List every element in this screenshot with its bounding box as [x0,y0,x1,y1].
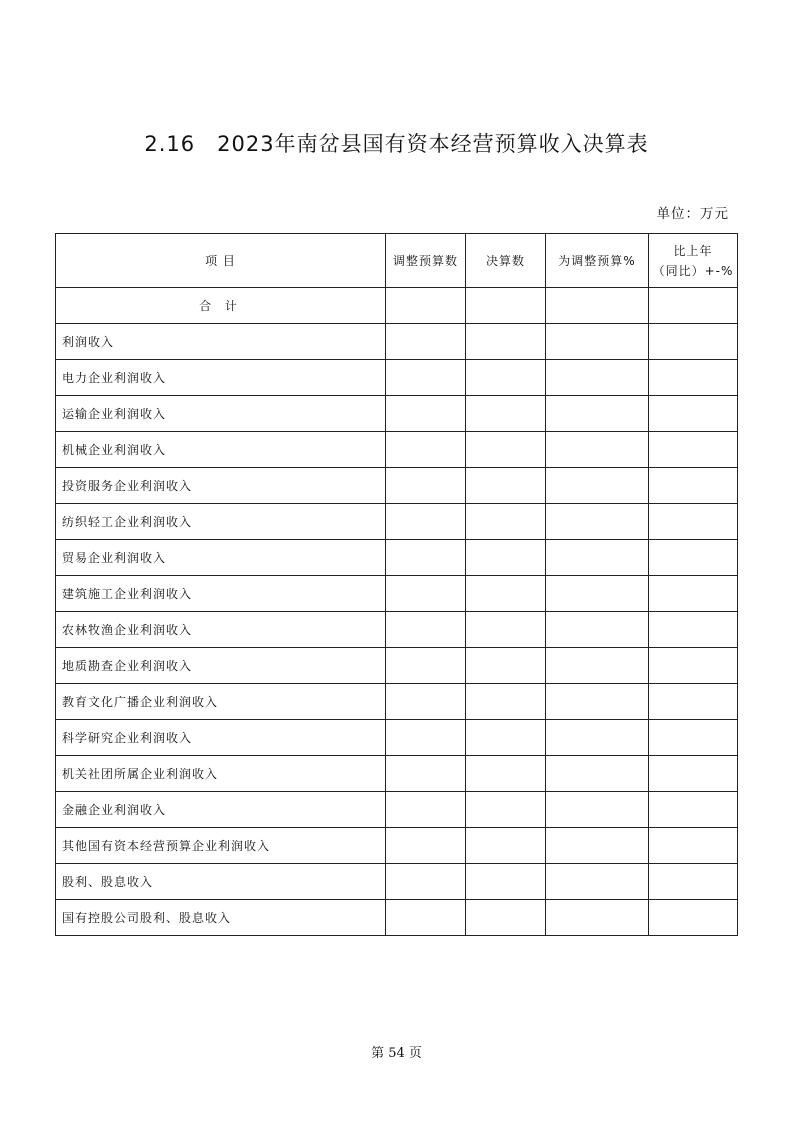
cell-yoy [649,324,738,360]
row-label: 教育文化广播企业利润收入 [56,684,386,720]
header-yoy [649,234,738,288]
cell-pct-of-adjusted [546,792,649,828]
cell-final-accounts [466,720,546,756]
cell-final-accounts [466,396,546,432]
table-row [56,756,738,792]
cell-yoy [649,504,738,540]
cell-final-accounts [466,468,546,504]
table-header-row [56,234,738,288]
cell-pct-of-adjusted [546,648,649,684]
cell-pct-of-adjusted [546,576,649,612]
budget-table [55,233,738,936]
cell-adjusted-budget [386,648,466,684]
header-yoy-line2: （同比）+-% [652,263,734,278]
cell-pct-of-adjusted [546,360,649,396]
cell-yoy [649,396,738,432]
cell-yoy [649,288,738,324]
cell-yoy [649,576,738,612]
cell-pct-of-adjusted [546,468,649,504]
cell-adjusted-budget [386,684,466,720]
cell-final-accounts [466,360,546,396]
table-row [56,612,738,648]
table-row [56,792,738,828]
cell-pct-of-adjusted [546,288,649,324]
row-label: 利润收入 [56,324,386,360]
table-row [56,576,738,612]
cell-final-accounts [466,828,546,864]
cell-yoy [649,468,738,504]
cell-pct-of-adjusted [546,504,649,540]
table-row [56,324,738,360]
table-row [56,684,738,720]
row-label: 其他国有资本经营预算企业利润收入 [56,828,386,864]
cell-adjusted-budget [386,720,466,756]
cell-adjusted-budget [386,504,466,540]
row-label: 电力企业利润收入 [56,360,386,396]
header-yoy-line1: 比上年 [673,243,713,258]
cell-final-accounts [466,540,546,576]
cell-yoy [649,828,738,864]
cell-pct-of-adjusted [546,900,649,936]
cell-yoy [649,648,738,684]
cell-pct-of-adjusted [546,720,649,756]
cell-yoy [649,792,738,828]
document-title: 2.16 2023年南岔县国有资本经营预算收入决算表 [144,132,649,156]
table-body [56,288,738,936]
cell-final-accounts [466,612,546,648]
table-row [56,720,738,756]
row-label: 国有控股公司股利、股息收入 [56,900,386,936]
cell-yoy [649,612,738,648]
cell-yoy [649,432,738,468]
cell-yoy [649,720,738,756]
cell-pct-of-adjusted [546,396,649,432]
cell-pct-of-adjusted [546,540,649,576]
cell-adjusted-budget [386,792,466,828]
cell-adjusted-budget [386,612,466,648]
header-adjusted-budget: 调整预算数 [386,234,466,288]
row-label: 机关社团所属企业利润收入 [56,756,386,792]
cell-adjusted-budget [386,864,466,900]
cell-adjusted-budget [386,900,466,936]
table-row-total [56,288,738,324]
table-row [56,396,738,432]
header-pct-of-adjusted: 为调整预算% [546,234,649,288]
cell-final-accounts [466,288,546,324]
cell-final-accounts [466,756,546,792]
cell-final-accounts [466,792,546,828]
table-row [56,468,738,504]
table-row [56,540,738,576]
cell-adjusted-budget [386,828,466,864]
table-row [56,900,738,936]
row-label: 地质勘查企业利润收入 [56,648,386,684]
unit-label: 单位：万元 [656,206,729,222]
cell-yoy [649,900,738,936]
table-row [56,828,738,864]
cell-final-accounts [466,864,546,900]
cell-pct-of-adjusted [546,324,649,360]
row-label: 金融企业利润收入 [56,792,386,828]
row-label: 农林牧渔企业利润收入 [56,612,386,648]
cell-final-accounts [466,900,546,936]
row-label: 合 计 [56,288,386,324]
cell-adjusted-budget [386,576,466,612]
table-row [56,504,738,540]
cell-yoy [649,864,738,900]
cell-adjusted-budget [386,288,466,324]
row-label: 投资服务企业利润收入 [56,468,386,504]
cell-pct-of-adjusted [546,828,649,864]
cell-adjusted-budget [386,468,466,504]
cell-adjusted-budget [386,432,466,468]
page-number: 第 54 页 [371,1046,422,1061]
cell-yoy [649,360,738,396]
table-row [56,864,738,900]
cell-pct-of-adjusted [546,432,649,468]
row-label: 建筑施工企业利润收入 [56,576,386,612]
header-final-accounts: 决算数 [466,234,546,288]
cell-adjusted-budget [386,396,466,432]
cell-yoy [649,756,738,792]
cell-final-accounts [466,504,546,540]
cell-adjusted-budget [386,756,466,792]
row-label: 股利、股息收入 [56,864,386,900]
cell-pct-of-adjusted [546,756,649,792]
table-row [56,432,738,468]
cell-yoy [649,684,738,720]
table-row [56,360,738,396]
cell-pct-of-adjusted [546,864,649,900]
cell-adjusted-budget [386,360,466,396]
cell-yoy [649,540,738,576]
row-label: 纺织轻工企业利润收入 [56,504,386,540]
table-row [56,648,738,684]
cell-final-accounts [466,432,546,468]
cell-final-accounts [466,648,546,684]
cell-final-accounts [466,324,546,360]
cell-pct-of-adjusted [546,612,649,648]
row-label: 运输企业利润收入 [56,396,386,432]
header-item: 项 目 [56,234,386,288]
cell-pct-of-adjusted [546,684,649,720]
cell-final-accounts [466,684,546,720]
row-label: 贸易企业利润收入 [56,540,386,576]
cell-adjusted-budget [386,324,466,360]
cell-final-accounts [466,576,546,612]
row-label: 机械企业利润收入 [56,432,386,468]
cell-adjusted-budget [386,540,466,576]
row-label: 科学研究企业利润收入 [56,720,386,756]
